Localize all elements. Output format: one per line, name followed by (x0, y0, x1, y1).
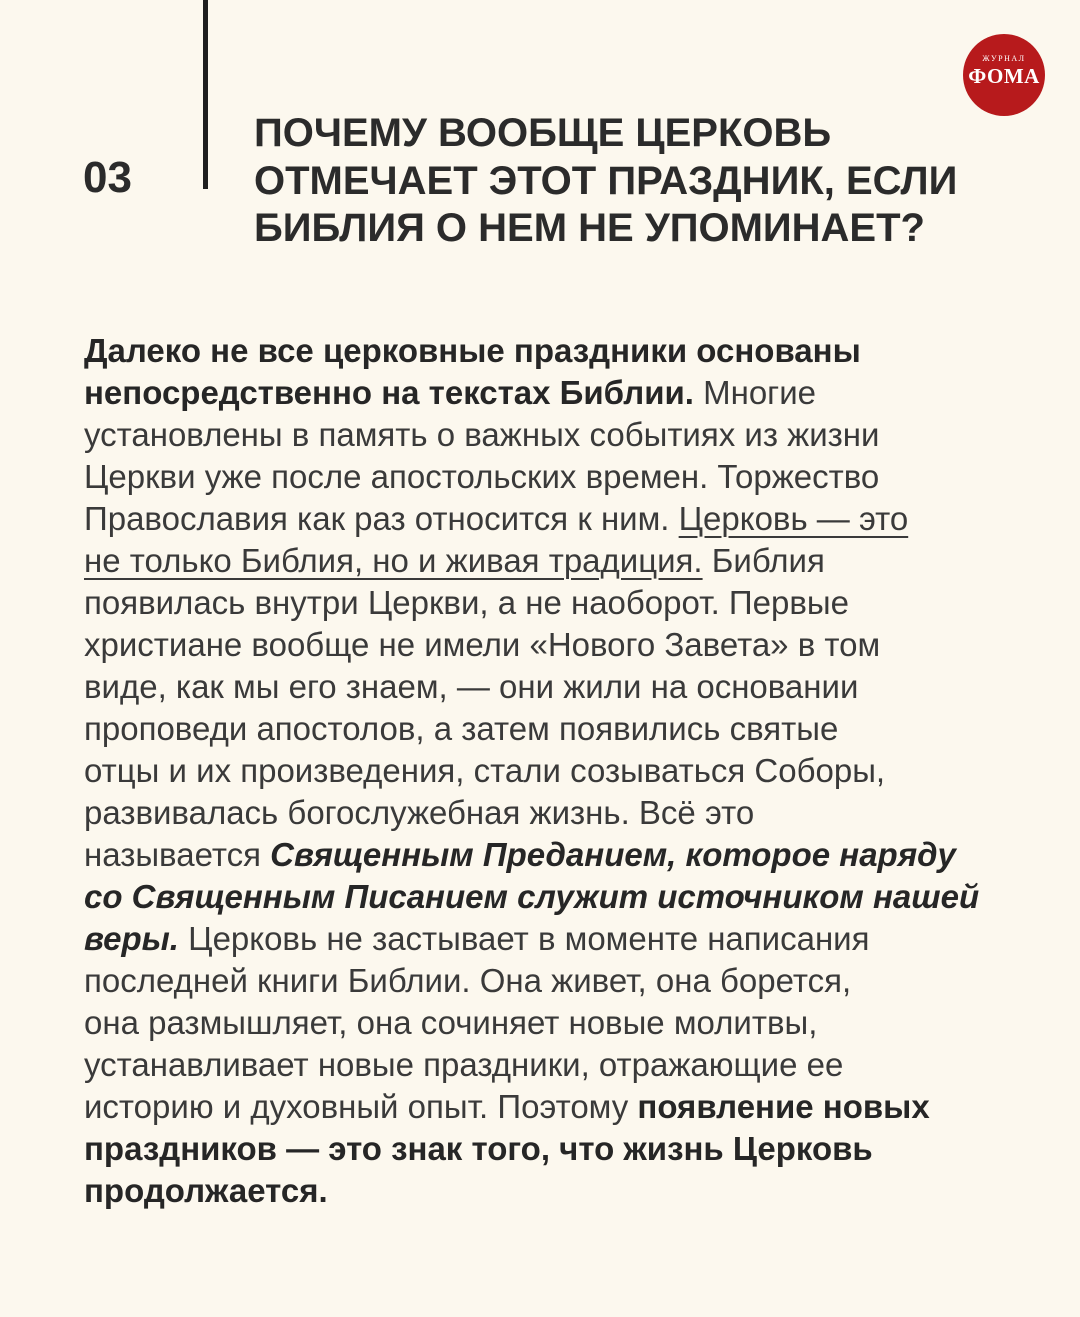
plain-text: устанавливает новые праздники, отражающие ее (84, 1046, 844, 1083)
plain-text: Библия (702, 542, 825, 579)
underlined-text: Церковь — это (678, 500, 909, 537)
bold-italic-text: веры. (84, 920, 179, 957)
bold-italic-text: Священным Преданием, которое наряду (270, 836, 956, 873)
body-line (84, 1044, 1044, 1086)
body-line (84, 918, 1044, 960)
body-line (84, 666, 1044, 708)
bold-text: непосредственно на текстах Библии. (84, 374, 694, 411)
plain-text: установлены в память о важных событиях из жизни (84, 416, 880, 453)
body-line (84, 708, 1044, 750)
bold-text: Далеко не все церковные праздники основаны (84, 332, 861, 369)
plain-text: называется (84, 836, 271, 873)
body-line (84, 792, 1044, 834)
bold-text: появление новых (637, 1088, 930, 1125)
plain-text: историю и духовный опыт. Поэтому (84, 1088, 638, 1125)
title-line: ПОЧЕМУ ВООБЩЕ ЦЕРКОВЬ (254, 111, 832, 155)
body-line (84, 876, 1044, 918)
body-line (84, 582, 1044, 624)
plain-text: Многие (693, 374, 816, 411)
body-line (84, 1002, 1044, 1044)
body-text (84, 330, 1044, 1212)
body-line (84, 960, 1044, 1002)
title-line: БИБЛИЯ О НЕМ НЕ УПОМИНАЕТ? (254, 206, 925, 250)
plain-text: Церковь не застывает в моменте написания (178, 920, 870, 957)
body-line (84, 414, 1044, 456)
plain-text: виде, как мы его знаем, — они жили на основании (84, 668, 859, 705)
plain-text: последней книги Библии. Она живет, она борется, (84, 962, 852, 999)
body-line (84, 834, 1044, 876)
body-line (84, 1086, 1044, 1128)
plain-text: она размышляет, она сочиняет новые молитвы, (84, 1004, 818, 1041)
logo-big-text: ФОМА (968, 64, 1040, 88)
section-title (254, 110, 1054, 253)
body-line (84, 624, 1044, 666)
section-number: 03 (83, 153, 132, 202)
body-line (84, 372, 1044, 414)
body-line (84, 330, 1044, 372)
body-line (84, 750, 1044, 792)
foma-logo (963, 34, 1045, 116)
body-line (84, 540, 1044, 582)
bold-text: продолжается. (84, 1172, 328, 1209)
body-line (84, 498, 1044, 540)
plain-text: Православия как раз относится к ним. (84, 500, 679, 537)
body-line (84, 1170, 1044, 1212)
vertical-divider-line (203, 0, 208, 189)
plain-text: Церкви уже после апостольских времен. Торжество (84, 458, 880, 495)
bold-text: праздников — это знак того, что жизнь Церковь (84, 1130, 873, 1167)
body-line (84, 1128, 1044, 1170)
plain-text: развивалась богослужебная жизнь. Всё это (84, 794, 755, 831)
plain-text: отцы и их произведения, стали созываться Соборы, (84, 752, 886, 789)
plain-text: появилась внутри Церкви, а не наоборот. Первые (84, 584, 849, 621)
plain-text: христиане вообще не имели «Нового Завета» в том (84, 626, 881, 663)
bold-italic-text: со Священным Писанием служит источником нашей (84, 878, 980, 915)
underlined-text: не только Библия, но и живая традиция. (84, 542, 703, 579)
title-line: ОТМЕЧАЕТ ЭТОТ ПРАЗДНИК, ЕСЛИ (254, 158, 958, 203)
plain-text: проповеди апостолов, а затем появились святые (84, 710, 839, 747)
body-line (84, 456, 1044, 498)
logo-small-text: ЖУРНАЛ (982, 54, 1026, 63)
